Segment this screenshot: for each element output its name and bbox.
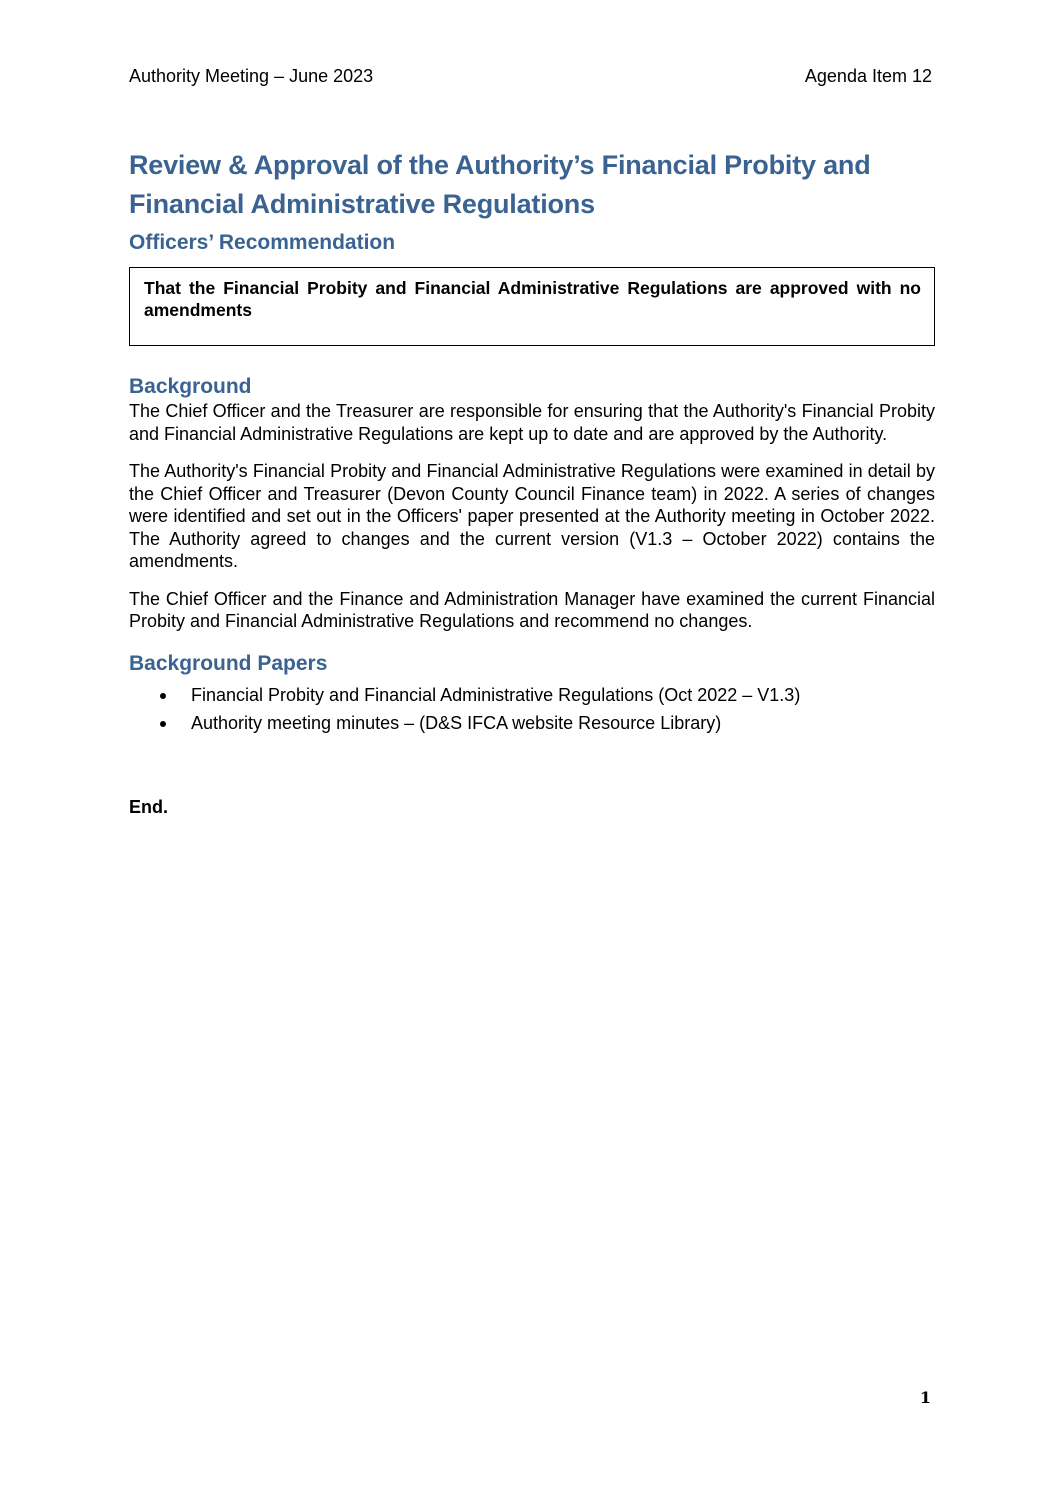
recommendation-heading: Officers’ Recommendation <box>129 231 396 254</box>
background-paragraph-2: The Authority's Financial Probity and Financial Administrative Regulations were examined in detail by the Chief Officer and Treasurer (Devon County Council Finance team) in 2022. A series of changes were identified and set out in the Officers' paper presented at the Authority meeting in October 2022. The Authority agreed to changes and the current version (V1.3 – October 2022) contains the amendments. <box>129 461 935 571</box>
header-meeting: Authority Meeting – June 2023 <box>129 66 374 86</box>
bullet-icon <box>160 721 166 727</box>
header-agenda-item: Agenda Item 12 <box>804 66 932 86</box>
bullet-icon <box>160 693 166 699</box>
background-papers-list <box>129 681 935 737</box>
document-body <box>129 146 935 819</box>
list-item-text: Authority meeting minutes – (D&S IFCA website Resource Library) <box>191 712 722 733</box>
recommendation-box <box>129 267 935 346</box>
background-paragraph-3: The Chief Officer and the Finance and Administration Manager have examined the current Financial Probity and Financial Administrative Regulations and recommend no changes. <box>129 588 935 631</box>
document-title: Review & Approval of the Authority’s Financial Probity and Financial Administrative Regulations <box>129 150 871 219</box>
end-marker: End. <box>129 796 168 817</box>
recommendation-text: That the Financial Probity and Financial Administrative Regulations are approved with no amendments <box>144 278 921 320</box>
background-paragraph-1: The Chief Officer and the Treasurer are responsible for ensuring that the Authority's Financial Probity and Financial Administrative Regulations are kept up to date and are approved by the Authority. <box>129 401 935 444</box>
background-heading: Background <box>129 375 252 398</box>
background-papers-heading: Background Papers <box>129 651 328 675</box>
list-item <box>129 681 935 709</box>
list-item <box>129 709 935 737</box>
list-item-text: Financial Probity and Financial Administrative Regulations (Oct 2022 – V1.3) <box>191 684 801 705</box>
page-number: 1 <box>919 1388 931 1407</box>
